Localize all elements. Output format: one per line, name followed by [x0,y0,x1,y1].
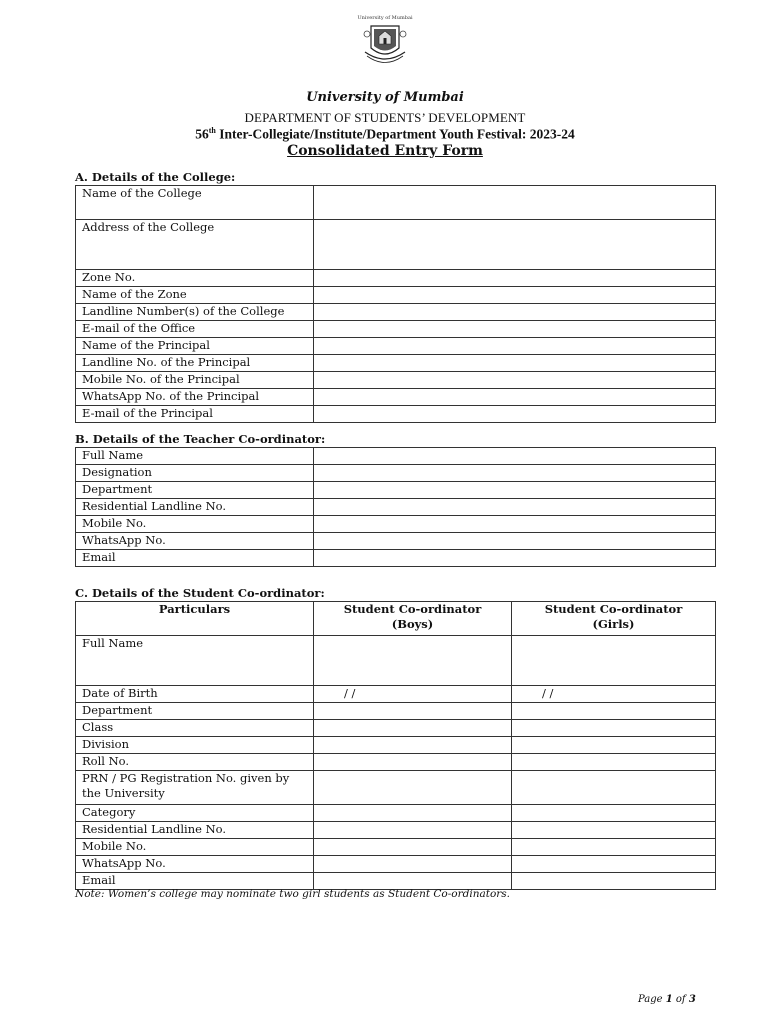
row-label: Date of Birth [76,686,314,703]
table-row [76,321,716,338]
table-row [76,287,716,304]
boys-landline-field[interactable] [314,822,512,839]
boys-class-field[interactable] [314,720,512,737]
girls-category-field[interactable] [512,805,716,822]
table-header-row [76,602,716,636]
row-label: Address of the College [76,220,314,270]
table-row [76,465,716,482]
table-row [76,686,716,703]
college-address-field[interactable] [314,220,716,270]
principal-name-field[interactable] [314,338,716,355]
row-label: Full Name [76,448,314,465]
row-label: Email [76,873,314,890]
table-row [76,720,716,737]
table-row [76,550,716,567]
row-label: PRN / PG Registration No. given by the University [76,771,314,805]
office-email-field[interactable] [314,321,716,338]
table-row [76,220,716,270]
table-row [76,516,716,533]
girls-roll-no-field[interactable] [512,754,716,771]
row-label: Email [76,550,314,567]
college-landline-field[interactable] [314,304,716,321]
principal-whatsapp-field[interactable] [314,389,716,406]
zone-no-field[interactable] [314,270,716,287]
teacher-department-field[interactable] [314,482,716,499]
festival-title [0,126,770,143]
boys-email-field[interactable] [314,873,512,890]
table-row [76,499,716,516]
section-a-heading: A. Details of the College: [75,170,236,184]
teacher-email-field[interactable] [314,550,716,567]
boys-whatsapp-field[interactable] [314,856,512,873]
boys-dob-field[interactable]: / / [314,686,512,703]
boys-mobile-field[interactable] [314,839,512,856]
table-row [76,737,716,754]
table-row [76,482,716,499]
row-label: Department [76,482,314,499]
college-details-table [75,185,716,423]
table-row [76,406,716,423]
zone-name-field[interactable] [314,287,716,304]
row-label: Name of the Principal [76,338,314,355]
table-row [76,805,716,822]
university-seal-icon [357,14,413,70]
table-row [76,856,716,873]
row-label: WhatsApp No. of the Principal [76,389,314,406]
page-current: 1 [665,994,673,1005]
boys-department-field[interactable] [314,703,512,720]
festival-ordinal: th [208,126,216,135]
girls-whatsapp-field[interactable] [512,856,716,873]
department-name: DEPARTMENT OF STUDENTS’ DEVELOPMENT [244,110,526,125]
table-row [76,338,716,355]
girls-email-field[interactable] [512,873,716,890]
row-label: Landline No. of the Principal [76,355,314,372]
row-label: Designation [76,465,314,482]
row-label: Mobile No. of the Principal [76,372,314,389]
boys-category-field[interactable] [314,805,512,822]
girls-full-name-field[interactable] [512,636,716,686]
table-row [76,873,716,890]
row-label: Mobile No. [76,516,314,533]
boys-full-name-field[interactable] [314,636,512,686]
table-row [76,703,716,720]
column-header-girls: Student Co-ordinator (Girls) [512,602,716,636]
row-label: Mobile No. [76,839,314,856]
footnote: Note: Women’s college may nominate two girl students as Student Co-ordinators. [75,888,511,900]
teacher-designation-field[interactable] [314,465,716,482]
girls-prn-field[interactable] [512,771,716,805]
column-header-boys: Student Co-ordinator (Boys) [314,602,512,636]
row-label: Residential Landline No. [76,499,314,516]
row-label: Zone No. [76,270,314,287]
student-coordinator-table [75,601,716,890]
row-label: Division [76,737,314,754]
teacher-mobile-field[interactable] [314,516,716,533]
row-label: Full Name [76,636,314,686]
page-number: Page 1 of 3 [638,994,696,1005]
section-b-heading: B. Details of the Teacher Co-ordinator: [75,432,326,446]
row-label: Landline Number(s) of the College [76,304,314,321]
table-row [76,771,716,805]
row-label: E-mail of the Office [76,321,314,338]
table-row [76,533,716,550]
row-label: WhatsApp No. [76,533,314,550]
table-row [76,355,716,372]
teacher-landline-field[interactable] [314,499,716,516]
teacher-coordinator-table [75,447,716,567]
table-row [76,448,716,465]
boys-prn-field[interactable] [314,771,512,805]
table-row [76,372,716,389]
teacher-full-name-field[interactable] [314,448,716,465]
boys-roll-no-field[interactable] [314,754,512,771]
girls-division-field[interactable] [512,737,716,754]
girls-landline-field[interactable] [512,822,716,839]
boys-division-field[interactable] [314,737,512,754]
teacher-whatsapp-field[interactable] [314,533,716,550]
form-title: Consolidated Entry Form [287,143,483,159]
girls-class-field[interactable] [512,720,716,737]
table-row [76,186,716,220]
table-row [76,304,716,321]
principal-mobile-field[interactable] [314,372,716,389]
column-header-particulars: Particulars [76,602,314,636]
table-row [76,754,716,771]
table-row [76,389,716,406]
festival-name: Inter-Collegiate/Institute/Department Youth Festival: 2023-24 [215,126,575,142]
principal-email-field[interactable] [314,406,716,423]
table-row [76,822,716,839]
row-label: E-mail of the Principal [76,406,314,423]
row-label: Residential Landline No. [76,822,314,839]
girls-mobile-field[interactable] [512,839,716,856]
table-row [76,270,716,287]
principal-landline-field[interactable] [314,355,716,372]
festival-number: 56 [195,126,209,142]
table-row [76,636,716,686]
logo-caption: University of Mumbai [357,15,413,21]
row-label: Name of the College [76,186,314,220]
row-label: Department [76,703,314,720]
girls-department-field[interactable] [512,703,716,720]
row-label: Name of the Zone [76,287,314,304]
section-c-heading: C. Details of the Student Co-ordinator: [75,586,325,600]
table-row [76,839,716,856]
row-label: WhatsApp No. [76,856,314,873]
page-total: 3 [688,994,696,1005]
row-label: Category [76,805,314,822]
college-name-field[interactable] [314,186,716,220]
girls-dob-field[interactable]: / / [512,686,716,703]
row-label: Class [76,720,314,737]
row-label: Roll No. [76,754,314,771]
university-name: University of Mumbai [306,90,464,105]
